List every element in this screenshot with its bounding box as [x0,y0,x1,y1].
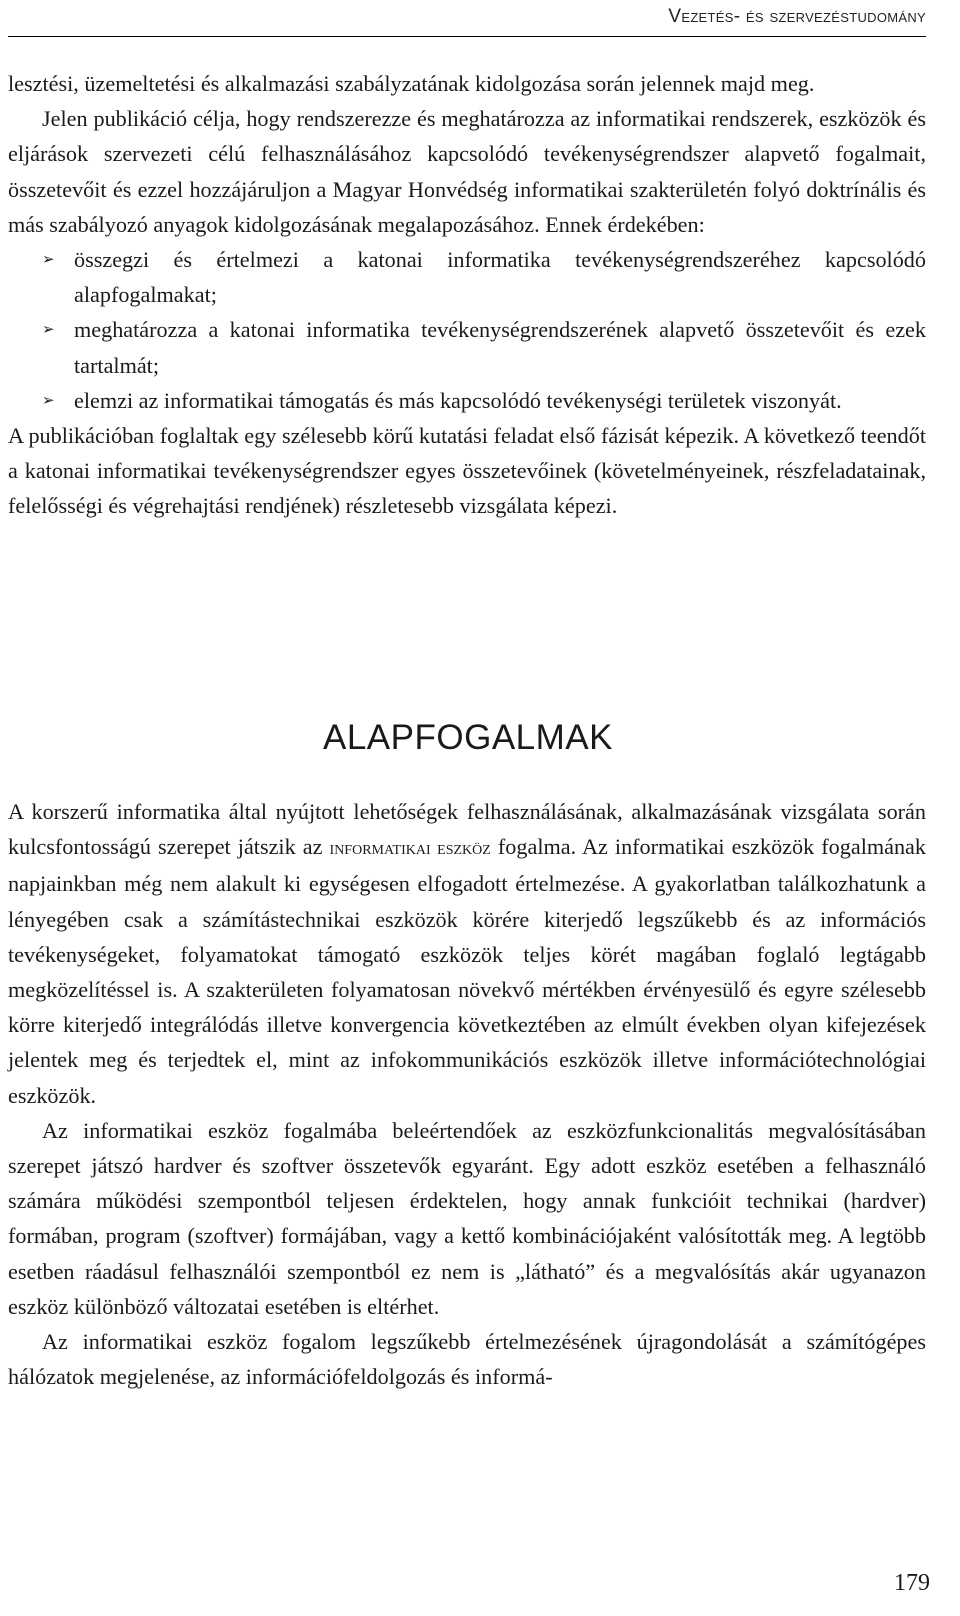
list-item-text: meghatározza a katonai informatika tevékenységrendszerének alapvető összetevőit és ezek tartalmát; [74,317,926,378]
paragraph-purpose: Jelen publikáció célja, hogy rendszerezze és meghatározza az informatikai rendszerek, eszközök és eljárások szervezeti célú felhasználásához kapcsolódó tevékenységrendszer alapvető fogalmait, összetevőit és ezzel hozzájáruljon a Magyar Honvédség informatikai szakterületén folyó doktrínális és más szabályozó anyagok kidolgozásának megalapozásához. Ennek érdekében: [8,106,926,237]
paragraph-text: fogalma. Az informatikai eszközök fogalmának napjainkban még nem alakult ki egységesen elfogadott értelmezése. A gyakorlatban találkozhatunk a lényegében csak a számítástechnikai eszközök körére kiterjedő legszűkebb és az információs tevékenységeket, folyamatokat támogató eszközök teljes körét magában foglaló legtágabb megközelítéssel is. A szakterületen folyamatosan növekvő mértékben érvényesülő és egyre szélesebb körre kiterjedő integrálódás illetve konvergencia következtében az elmúlt években olyan kifejezések jelentek meg és terjedtek el, mint az infokommunikációs eszközök illetve információtechnológiai eszközök. [8,834,926,1108]
defined-term: informatikai eszköz [329,837,491,860]
paragraph-text: A korszerű informatika által nyújtott lehetőségek felhasználásának, alkalmazásának vizsgálata során kulcsfontosságú szerepet játszik az [8,799,926,860]
paragraph-definition [8,794,926,1113]
header-title: Vezetés- és szervezéstudomány [668,6,926,27]
list-item [8,383,926,418]
paragraph-hardware-software: Az informatikai eszköz fogalmába beleértendőek az eszközfunkcionalitás megvalósításában szerepet játszó hardver és szoftver összetevők egyaránt. Egy adott eszköz esetében a felhasználó számára működési szempontból teljesen érdektelen, hogy annak funkcióit technikai (hardver) formában, program (szoftver) formájában, vagy a kettő kombinációjaként valósították meg. A legtöbb esetben ráadásul felhasználói szempontból ez nem is „látható” és a megvalósítás akár ugyanazon eszköz különböző változatai esetében is eltérhet. [8,1117,926,1319]
running-header [8,0,926,37]
list-item [8,242,926,312]
list-item [8,312,926,382]
intro-text [8,66,926,524]
paragraph-research-phase: A publikációban foglaltak egy szélesebb körű kutatási feladat első fázisát képezik. A következő teendőt a katonai informatikai tevékenységrendszer egyes összetevőinek (követelményeinek, részfeladatainak, felelősségi és végrehajtási rendjének) részletesebb vizsgálata képezi. [8,423,926,519]
section-text [8,794,926,1394]
arrowhead-bullet-icon: ➢ [42,390,55,409]
list-item-text: összegzi és értelmezi a katonai informatika tevékenységrendszeréhez kapcsolódó alapfogalmakat; [74,247,926,308]
page-number: 179 [894,1570,930,1596]
arrowhead-bullet-icon: ➢ [42,320,55,339]
section-title: ALAPFOGALMAK [323,718,613,757]
arrowhead-bullet-icon: ➢ [42,250,55,269]
paragraph-continued: lesztési, üzemeltetési és alkalmazási szabályzatának kidolgozása során jelennek majd meg. [8,71,815,96]
objectives-list [8,242,926,418]
paragraph-network: Az informatikai eszköz fogalom legszűkebb értelmezésének újragondolását a számítógépes hálózatok megjelenése, az információfeldolgozás és informá- [8,1329,926,1390]
list-item-text: elemzi az informatikai támogatás és más kapcsolódó tevékenységi területek viszonyát. [74,387,842,413]
